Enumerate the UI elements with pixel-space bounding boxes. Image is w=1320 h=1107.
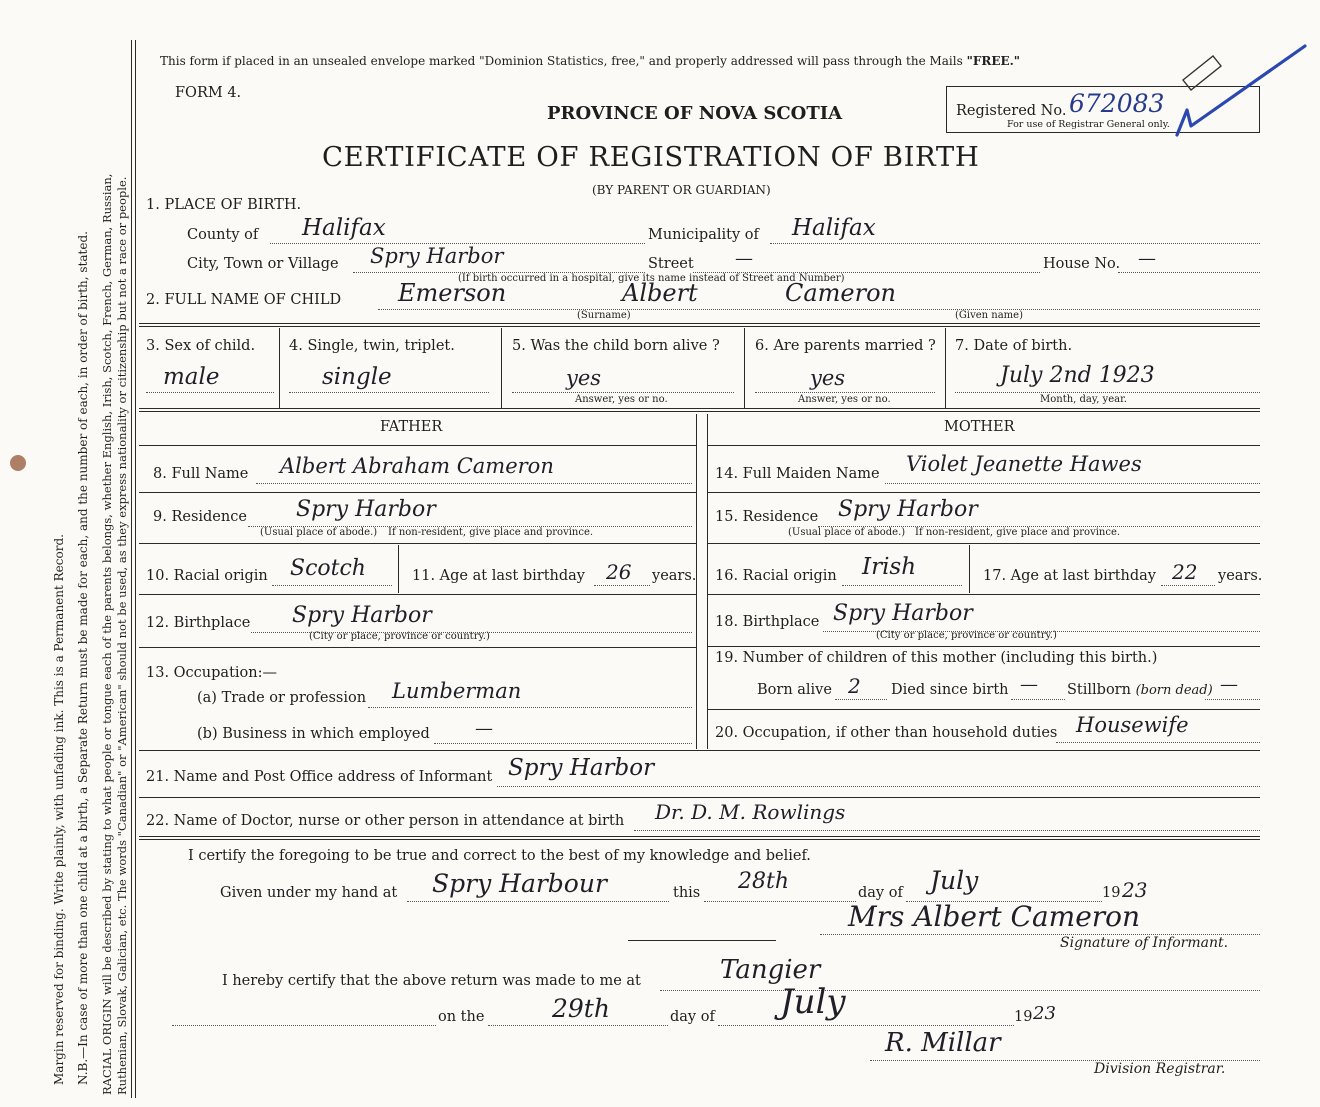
rule-father-12	[139, 647, 696, 648]
stillborn-note: (born dead)	[1135, 683, 1213, 698]
margin-note-multiple-births: N.B.—In case of more than one child at a birth, a Separate Return must be made for each, and the number of each, in order of birth, stated.	[76, 231, 90, 1085]
municipality-label: Municipality of	[648, 227, 759, 243]
certificate-title: CERTIFICATE OF REGISTRATION OF BIRTH	[322, 141, 980, 173]
mother-years-label: years.	[1218, 568, 1263, 584]
certificate-subtitle: (BY PARENT OR GUARDIAN)	[592, 183, 771, 197]
rule-above-certification	[139, 836, 1260, 840]
rule-below-parents	[139, 750, 1260, 751]
died-since-birth-rule	[1011, 699, 1065, 700]
registrar-month-rule	[718, 1025, 1014, 1026]
given-place-rule	[407, 901, 669, 902]
father-residence-value: Spry Harbor	[296, 497, 436, 522]
registered-no-value: 672083	[1069, 89, 1165, 118]
rule-father-10	[139, 594, 696, 595]
registered-no-label: Registered No.	[956, 103, 1067, 119]
house-no-value: —	[1138, 248, 1156, 269]
county-label: County of	[187, 227, 259, 243]
county-value: Halifax	[302, 215, 386, 241]
rule-mother-14	[707, 492, 1260, 493]
mother-age-label: 17. Age at last birthday	[983, 568, 1156, 584]
married-rule	[755, 392, 935, 393]
registrar-year-prefix: 19	[1014, 1009, 1033, 1025]
born-alive-question: 5. Was the child born alive ?	[512, 338, 720, 354]
surname-caption: (Surname)	[577, 310, 631, 321]
mother-occupation-label: 20. Occupation, if other than household duties	[715, 725, 1058, 741]
father-nonresident-note: If non-resident, give place and province.	[388, 527, 594, 538]
registrar-month-value: July	[780, 982, 846, 1022]
plurality-rule	[289, 392, 489, 393]
stillborn-label	[1067, 682, 1213, 698]
on-the-label: on the	[438, 1009, 485, 1025]
rule-below-21	[139, 797, 1260, 798]
father-residence-label: 9. Residence	[153, 509, 247, 525]
mother-residence-value: Spry Harbor	[838, 497, 978, 522]
informant-rule	[497, 786, 1260, 787]
father-usual-abode: (Usual place of abode.)	[260, 527, 378, 538]
sex-value: male	[163, 364, 220, 390]
born-alive-count-label: Born alive	[757, 682, 832, 698]
day-value: 28th	[738, 869, 790, 894]
margin-note-racial-origin-2: Ruthenian, Slovak, Galician, etc. The words "Canadian" or "American" should not be used, as they express nationality or citizenship but not a race or people.	[115, 176, 129, 1095]
province-heading: PROVINCE OF NOVA SCOTIA	[547, 103, 843, 124]
row3-divider-4	[945, 328, 946, 408]
dob-rule	[955, 392, 1260, 393]
row3-divider-1	[279, 328, 280, 408]
child-name-label: 2. FULL NAME OF CHILD	[146, 292, 342, 308]
house-no-label: House No.	[1043, 256, 1121, 272]
certification-separator	[628, 940, 776, 941]
business-label: (b) Business in which employed	[197, 726, 430, 742]
mother-racial-rule	[842, 585, 962, 586]
street-value: —	[735, 248, 753, 269]
father-birthplace-value: Spry Harbor	[292, 603, 432, 628]
father-birthplace-label: 12. Birthplace	[146, 615, 251, 631]
form-number: FORM 4.	[175, 85, 242, 101]
registrar-certify-label: I hereby certify that the above return was made to me at	[222, 973, 641, 989]
stillborn-rule	[1205, 699, 1260, 700]
born-alive-count-value: 2	[848, 674, 861, 698]
registrar-day-rule	[488, 1025, 668, 1026]
rule-above-row3	[139, 323, 1260, 327]
rule-mother-16	[707, 594, 1260, 595]
city-label: City, Town or Village	[187, 256, 339, 272]
father-racial-divider	[398, 545, 399, 593]
mother-age-value: 22	[1172, 560, 1198, 584]
margin-note-binding: Margin reserved for binding. Write plainly, with unfading ink. This is a Permanent Record.	[52, 534, 66, 1085]
sex-rule	[146, 392, 274, 393]
registrar-line-leader	[172, 1025, 436, 1026]
margin-rule-outer	[131, 40, 132, 1098]
mother-name-value: Violet Jeanette Hawes	[906, 452, 1142, 476]
sex-label: 3. Sex of child.	[146, 338, 256, 354]
year-prefix: 19	[1102, 885, 1121, 901]
born-alive-rule	[512, 392, 734, 393]
died-since-birth-label: Died since birth	[891, 682, 1009, 698]
child-name-surname: Emerson	[398, 279, 507, 307]
father-heading: FATHER	[380, 419, 443, 435]
registrar-day-value: 29th	[552, 994, 610, 1023]
informant-signature-label: Signature of Informant.	[1060, 935, 1229, 951]
child-name-rule	[378, 309, 1260, 310]
mother-city-note: (City or place, province or country.)	[876, 630, 1057, 641]
registrar-place-rule	[660, 990, 1260, 991]
father-racial-label: 10. Racial origin	[146, 568, 268, 584]
child-name-middle: Albert	[622, 279, 698, 307]
row3-divider-2	[501, 328, 502, 408]
married-note: Answer, yes or no.	[798, 394, 891, 405]
margin-rule-inner	[135, 40, 136, 1098]
city-value: Spry Harbor	[370, 244, 504, 268]
plurality-label: 4. Single, twin, triplet.	[289, 338, 455, 354]
father-age-rule	[594, 585, 650, 586]
married-question: 6. Are parents married ?	[755, 338, 936, 354]
born-alive-note: Answer, yes or no.	[575, 394, 668, 405]
rule-mother-18	[707, 646, 1260, 647]
rule-below-row3	[139, 408, 1260, 412]
child-name-given: Cameron	[785, 279, 897, 307]
doctor-value: Dr. D. M. Rowlings	[655, 800, 846, 824]
informant-signature: Mrs Albert Cameron	[848, 900, 1141, 933]
month-value: July	[930, 866, 979, 895]
born-alive-answer: yes	[566, 366, 602, 390]
mother-birthplace-label: 18. Birthplace	[715, 614, 820, 630]
this-label: this	[673, 885, 701, 901]
given-name-caption: (Given name)	[955, 310, 1023, 321]
mother-name-rule	[885, 483, 1260, 484]
rule-father-9	[139, 543, 696, 544]
mother-occupation-value: Housewife	[1076, 713, 1189, 737]
mother-name-label: 14. Full Maiden Name	[715, 466, 880, 482]
father-age-value: 26	[606, 560, 632, 584]
mother-racial-divider	[969, 545, 970, 593]
father-heading-rule	[139, 445, 696, 446]
doctor-label: 22. Name of Doctor, nurse or other person in attendance at birth	[146, 813, 625, 829]
mother-nonresident-note: If non-resident, give place and province.	[915, 527, 1121, 538]
father-racial-rule	[272, 585, 392, 586]
place-of-birth-label: 1. PLACE OF BIRTH.	[146, 197, 302, 213]
stillborn-label-text: Stillborn	[1067, 682, 1131, 698]
house-no-rule	[1118, 272, 1260, 273]
informant-label: 21. Name and Post Office address of Informant	[146, 769, 493, 785]
mother-racial-value: Irish	[862, 554, 917, 580]
margin-note-racial-origin-1: RACIAL ORIGIN will be described by stating to what people or tongue each of the parents belongs, whether English, Irish, Scotch, French, German, Russian,	[100, 173, 114, 1095]
given-under-label: Given under my hand at	[220, 885, 398, 901]
mother-heading: MOTHER	[944, 419, 1015, 435]
father-name-label: 8. Full Name	[153, 466, 249, 482]
children-count-label: 19. Number of children of this mother (including this birth.)	[715, 650, 1158, 666]
trade-value: Lumberman	[392, 679, 522, 703]
certify-statement: I certify the foregoing to be true and correct to the best of my knowledge and belief.	[188, 848, 811, 864]
trade-rule	[368, 707, 692, 708]
mail-notice: This form if placed in an unsealed envelope marked "Dominion Statistics, free," and properly addressed will pass through the Mails "FREE."	[160, 54, 1021, 68]
father-age-label: 11. Age at last birthday	[412, 568, 585, 584]
plurality-value: single	[322, 364, 392, 390]
mother-birthplace-value: Spry Harbor	[833, 601, 973, 626]
mail-notice-free: "FREE."	[966, 54, 1021, 68]
row3-divider-3	[744, 328, 745, 408]
day-of-label: day of	[858, 885, 903, 901]
division-registrar-signature: R. Millar	[885, 1028, 1001, 1058]
blue-checkmark	[1165, 40, 1315, 150]
father-name-rule	[256, 483, 692, 484]
rule-father-8	[139, 492, 696, 493]
married-answer: yes	[810, 366, 846, 390]
mother-racial-label: 16. Racial origin	[715, 568, 837, 584]
father-racial-value: Scotch	[290, 556, 366, 581]
division-registrar-label: Division Registrar.	[1094, 1061, 1226, 1077]
dob-value: July 2nd 1923	[1000, 363, 1155, 388]
mother-column-left	[707, 414, 708, 749]
trade-label: (a) Trade or profession	[197, 690, 367, 706]
mother-residence-label: 15. Residence	[715, 509, 819, 525]
father-name-value: Albert Abraham Cameron	[280, 454, 554, 478]
mother-age-rule	[1161, 585, 1215, 586]
born-alive-count-rule	[835, 699, 887, 700]
rule-mother-19	[707, 709, 1260, 710]
occupation-label: 13. Occupation:—	[146, 665, 277, 681]
father-city-note: (City or place, province or country.)	[309, 631, 490, 642]
registrar-place-value: Tangier	[720, 955, 821, 985]
doctor-rule	[634, 830, 1260, 831]
business-value: —	[475, 718, 493, 739]
municipality-value: Halifax	[792, 215, 876, 241]
informant-value: Spry Harbor	[508, 755, 655, 781]
registrar-note: For use of Registrar General only.	[1007, 119, 1170, 130]
ink-blot	[10, 455, 26, 471]
business-rule	[434, 743, 692, 744]
mother-heading-rule	[707, 445, 1260, 446]
hospital-note: (If birth occurred in a hospital, give its name instead of Street and Number)	[458, 273, 845, 284]
dob-note: Month, day, year.	[1040, 394, 1127, 405]
day-rule	[704, 901, 856, 902]
mother-occupation-rule	[1056, 742, 1260, 743]
given-place-value: Spry Harbour	[432, 869, 607, 898]
father-years-label: years.	[652, 568, 697, 584]
year-value: 23	[1122, 878, 1148, 902]
street-label: Street	[648, 256, 694, 272]
died-since-birth-value: —	[1020, 674, 1038, 695]
mother-usual-abode: (Usual place of abode.)	[788, 527, 906, 538]
registrar-year-value: 23	[1033, 1003, 1056, 1024]
stillborn-value: —	[1220, 674, 1238, 695]
rule-mother-15	[707, 543, 1260, 544]
municipality-rule	[770, 243, 1260, 244]
registrar-day-of-label: day of	[670, 1009, 715, 1025]
dob-label: 7. Date of birth.	[955, 338, 1073, 354]
